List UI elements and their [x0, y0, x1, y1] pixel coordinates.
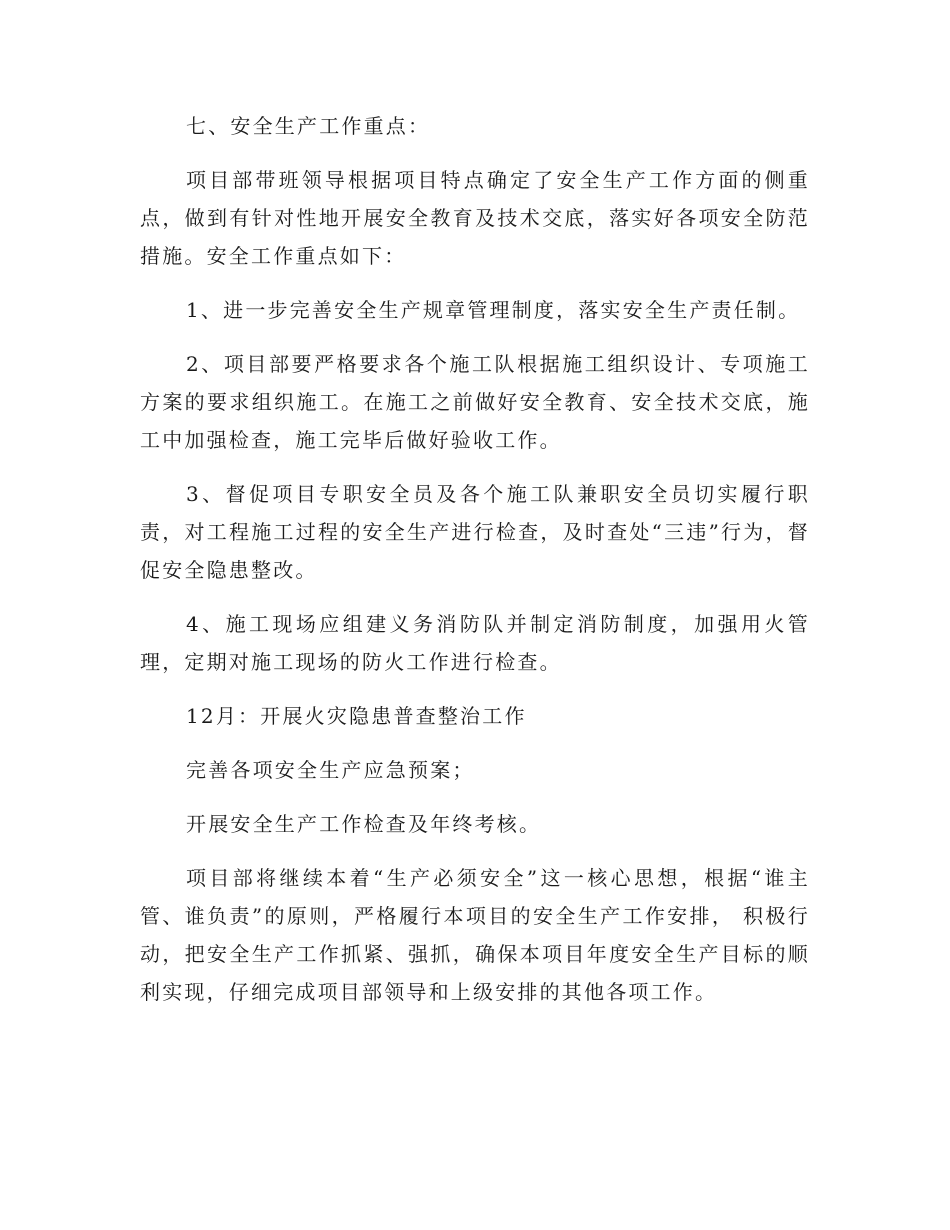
list-item-2: 2、项目部要严格要求各个施工队根据施工组织设计、专项施工方案的要求组织施工。在施工之前做好安全教育、安全技术交底，施工中加强检查，施工完毕后做好验收工作。	[140, 352, 810, 452]
list-item-3: 3、督促项目专职安全员及各个施工队兼职安全员切实履行职责，对工程施工过程的安全生产进行检查，及时查处“三违”行为，督促安全隐患整改。	[140, 482, 810, 582]
list-item-4: 4、施工现场应组建义务消防队并制定消防制度，加强用火管理，定期对施工现场的防火工作进行检查。	[140, 612, 810, 674]
list-item-1: 1、进一步完善安全生产规章管理制度，落实安全生产责任制。	[186, 298, 801, 322]
december-plan: 12月：开展火灾隐患普查整治工作	[186, 704, 527, 728]
emergency-plan-line: 完善各项安全生产应急预案；	[186, 758, 475, 782]
intro-paragraph: 项目部带班领导根据项目特点确定了安全生产工作方面的侧重点，做到有针对性地开展安全教育及技术交底，落实好各项安全防范措施。安全工作重点如下：	[140, 168, 810, 268]
year-end-check-line: 开展安全生产工作检查及年终考核。	[186, 812, 542, 836]
closing-paragraph: 项目部将继续本着“生产必须安全”这一核心思想，根据“谁主管、谁负责”的原则，严格履行本项目的安全生产工作安排， 积极行动，把安全生产工作抓紧、强抓，确保本项目年度安全生产目标的顺利实现，仔细完成项目部领导和上级安排的其他各项工作。	[140, 866, 810, 1004]
document-page	[140, 107, 810, 1027]
section-heading: 七、安全生产工作重点：	[186, 114, 431, 138]
